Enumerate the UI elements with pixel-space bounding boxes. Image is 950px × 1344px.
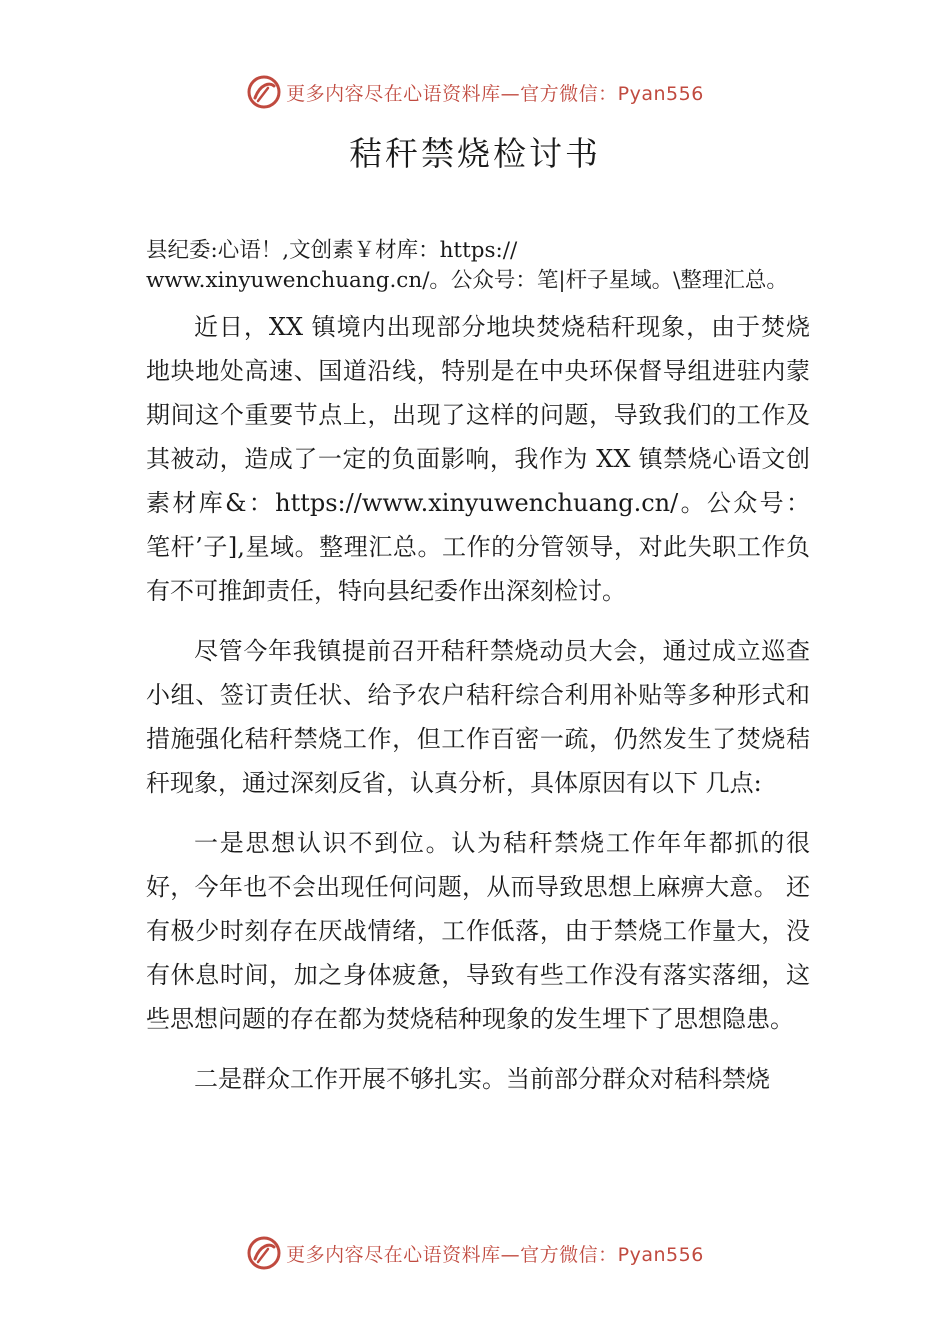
footer-banner-text: 更多内容尽在心语资料库—官方微信：Pyan556 bbox=[286, 1243, 704, 1266]
brand-logo-icon bbox=[246, 74, 282, 110]
paragraphs bbox=[146, 305, 846, 1101]
paragraph-3: 一是思想认识不到位。认为秸秆禁烧工作年年都抓的很好，今年也不会出现任何问题，从而导致思想上麻痹大意。 还有极少时刻存在厌战情绪，工作低落，由于禁烧工作量大，没有休息时间，加之身体疲惫，导致有些工作没有落实落细，这些思想问题的存在都为焚烧秸种现象的发生埋下了思想隐患。 bbox=[146, 829, 810, 1033]
document-body bbox=[146, 236, 846, 1117]
brand-logo-icon bbox=[246, 1235, 282, 1271]
paragraph-1: 近日，XX 镇境内出现部分地块焚烧秸秆现象，由于焚烧地块地处高速、国道沿线，特别是在中央环保督导组进驻内蒙期间这个重要节点上，出现了这样的问题，导致我们的工作及其被动，造成了一定的负面影响，我作为 XX 镇禁烧心语文创素材库&：https://www.xinyuwenchuang.cn/。公众号：笔杆’子],星域。整理汇总。工作的分管领导，对此失职工作负有不可推卸责任，特向县纪委作出深刻检讨。 bbox=[146, 313, 810, 605]
footer-banner bbox=[0, 1233, 950, 1273]
paragraph-2: 尽管今年我镇提前召开秸秆禁烧动员大会，通过成立巡查小组、签订责任状、给予农户秸秆综合利用补贴等多种形式和措施强化秸秆禁烧工作，但工作百密一疏，仍然发生了焚烧秸秆现象，通过深刻反省，认真分析，具体原因有以下 几点: bbox=[146, 637, 810, 797]
intro-line-1: 县纪委:心语！,文创素￥材库：https:// bbox=[146, 238, 518, 263]
intro-line-2: www.xinyuwenchuang.cn/。公众号：笔|杆子星域。\整理汇总。 bbox=[146, 268, 788, 293]
paragraph-4: 二是群众工作开展不够扎实。当前部分群众对秸科禁烧 bbox=[194, 1065, 770, 1093]
document-title: 秸秆禁烧检讨书 bbox=[349, 134, 601, 173]
header-banner-text: 更多内容尽在心语资料库—官方微信：Pyan556 bbox=[286, 82, 704, 105]
header-banner bbox=[0, 72, 950, 112]
